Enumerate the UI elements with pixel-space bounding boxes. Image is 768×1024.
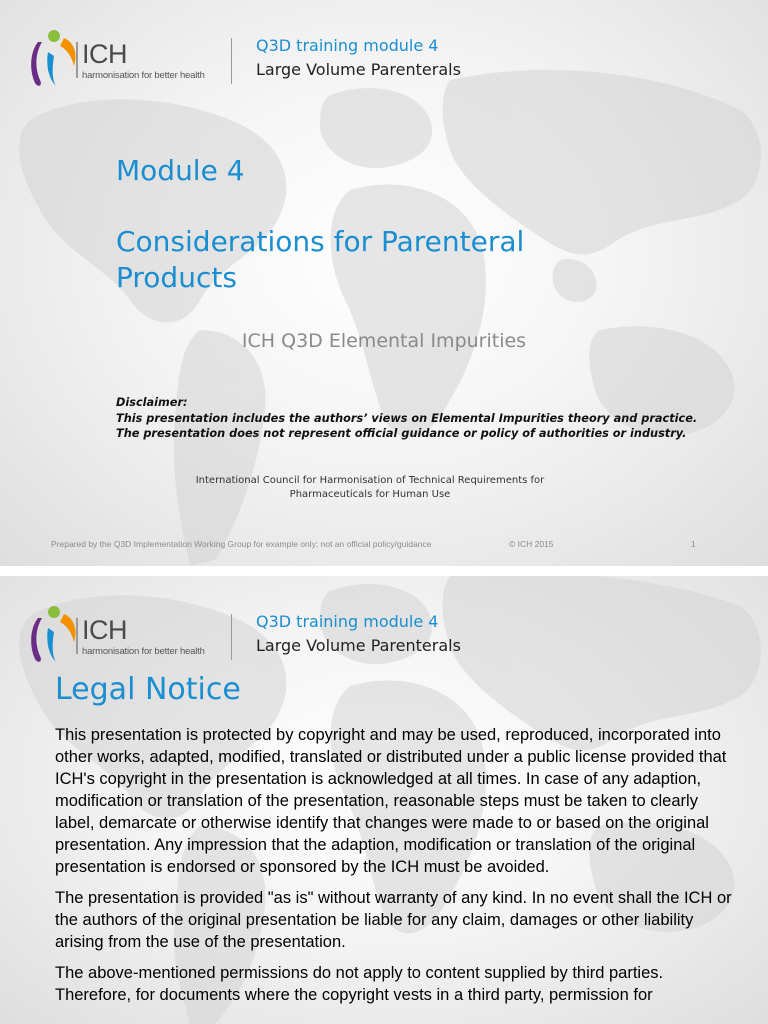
- ich-figure-icon: [30, 28, 82, 92]
- disclaimer-line: The presentation does not represent official guidance or policy of authorities or industry.: [116, 427, 687, 440]
- header-divider: [231, 614, 232, 660]
- slide-2: [0, 576, 768, 1024]
- disclaimer: [116, 395, 716, 442]
- council-name: [120, 474, 620, 502]
- council-line: International Council for Harmonisation of Technical Requirements for: [195, 475, 545, 486]
- header-title: Q3D training module 4: [256, 36, 439, 55]
- legal-paragraph: The presentation is provided "as is" without warranty of any kind. In no event shall the ICH or the authors of the original presentation be liable for any claim, damages or other liability arising from the use of the presentation.: [55, 889, 732, 951]
- ich-logo: [30, 604, 220, 668]
- header-divider: [231, 38, 232, 84]
- header-subtitle: Large Volume Parenterals: [256, 60, 461, 79]
- footer-copyright: © ICH 2015: [509, 539, 554, 549]
- logo-tagline: harmonisation for better health: [82, 70, 205, 81]
- header-title: Q3D training module 4: [256, 612, 439, 631]
- page-number: 1: [691, 539, 696, 549]
- disclaimer-line: This presentation includes the authors’ views on Elemental Impurities theory and practice.: [116, 411, 698, 425]
- header-subtitle: Large Volume Parenterals: [256, 636, 461, 655]
- council-line: Pharmaceuticals for Human Use: [289, 489, 451, 500]
- legal-paragraph: The above-mentioned permissions do not apply to content supplied by third parties. Therefore, for documents where the copyright vests in a third party, permission for: [55, 964, 664, 1004]
- disclaimer-label: Disclaimer:: [116, 396, 188, 409]
- legal-notice-title: Legal Notice: [55, 672, 241, 707]
- slide-gap: [0, 566, 768, 576]
- logo-text: ICH: [82, 39, 127, 69]
- logo-tagline: harmonisation for better health: [82, 646, 205, 657]
- module-label: Module 4: [116, 154, 245, 187]
- ich-figure-icon: [30, 604, 82, 668]
- ich-logo: [30, 28, 220, 92]
- legal-notice-body: [55, 724, 735, 1015]
- logo-text: ICH: [82, 615, 127, 645]
- legal-paragraph: This presentation is protected by copyright and may be used, reproduced, incorporated into other works, adapted, modified, translated or distributed under a public license provided that ICH's copyright in the presentation is acknowledged at all times. In case of any adaption, modification or translation of the presentation, reasonable steps must be taken to clearly label, demarcate or otherwise identify that changes were made to or based on the original presentation. Any impression that the adaption, modification or translation of the original presentation is endorsed or sponsored by the ICH must be avoided.: [55, 726, 727, 876]
- footer-note: Prepared by the Q3D Implementation Working Group for example only; not an official policy/guidance: [51, 539, 432, 549]
- module-heading: Considerations for Parenteral Products: [116, 225, 525, 294]
- module-subject: ICH Q3D Elemental Impurities: [241, 330, 527, 352]
